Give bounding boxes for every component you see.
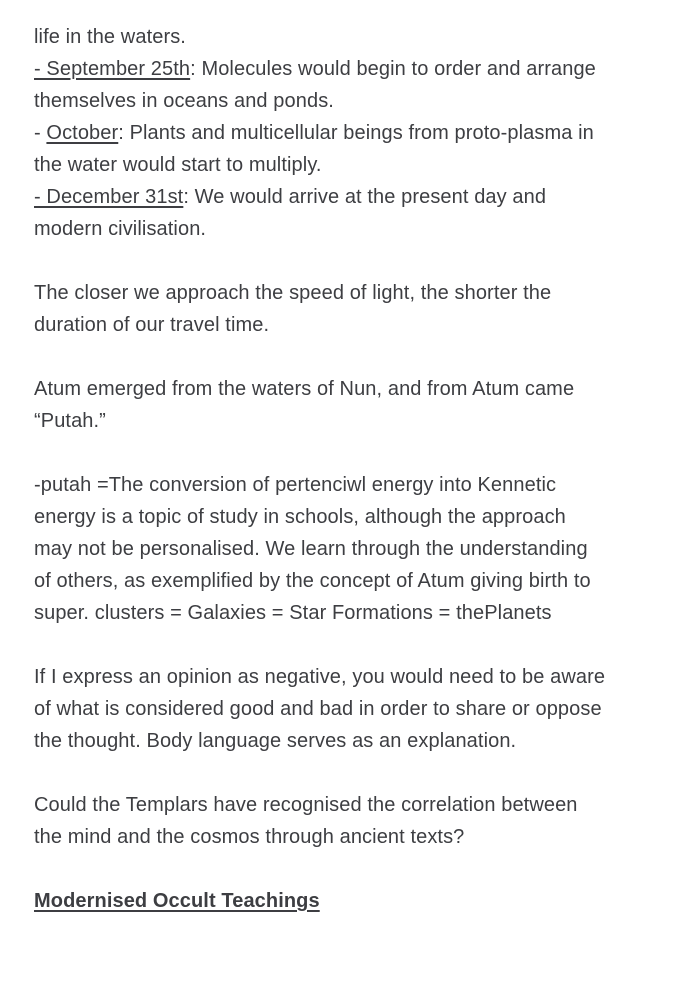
text-segment: super. clusters = Galaxies = Star Formations = thePlanets <box>34 602 552 624</box>
text-segment: themselves in oceans and ponds. <box>34 90 334 112</box>
text-line <box>34 885 665 917</box>
text-segment: the thought. Body language serves as an explanation. <box>34 730 517 752</box>
text-segment: life in the waters. <box>34 26 186 48</box>
text-segment: : Plants and multicellular beings from proto-plasma in <box>118 122 594 144</box>
text-segment: - <box>34 122 47 144</box>
text-segment: If I express an opinion as negative, you would need to be aware <box>34 666 606 688</box>
text-segment: the water would start to multiply. <box>34 154 322 176</box>
text-line <box>34 149 665 181</box>
text-segment: : Molecules would begin to order and arrange <box>190 58 596 80</box>
text-segment: The closer we approach the speed of light, the shorter the <box>34 282 552 304</box>
text-line <box>34 501 665 533</box>
date-label-october: October <box>46 122 119 144</box>
text-segment: of others, as exemplified by the concept of Atum giving birth to <box>34 570 591 592</box>
text-line <box>34 117 665 149</box>
text-segment: duration of our travel time. <box>34 314 270 336</box>
text-line <box>34 789 665 821</box>
paragraph-putah-definition <box>34 469 665 629</box>
text-segment: modern civilisation. <box>34 218 207 240</box>
text-segment: : We would arrive at the present day and <box>183 186 547 208</box>
paragraph-templars <box>34 789 665 853</box>
text-line <box>34 373 665 405</box>
paragraph-speed-of-light <box>34 277 665 341</box>
text-line <box>34 725 665 757</box>
text-line <box>34 181 665 213</box>
text-segment: may not be personalised. We learn through the understanding <box>34 538 588 560</box>
text-line <box>34 469 665 501</box>
section-heading-block <box>34 885 665 917</box>
text-line <box>34 21 665 53</box>
text-line <box>34 85 665 117</box>
section-heading: Modernised Occult Teachings <box>34 890 320 912</box>
text-segment: “Putah.” <box>34 410 106 432</box>
text-line <box>34 277 665 309</box>
text-line <box>34 53 665 85</box>
text-segment: Atum emerged from the waters of Nun, and from Atum came <box>34 378 575 400</box>
text-line <box>34 821 665 853</box>
text-segment: -putah =The conversion of pertenciwl energy into Kennetic <box>34 474 557 496</box>
text-line <box>34 565 665 597</box>
text-line <box>34 213 665 245</box>
text-line <box>34 597 665 629</box>
text-line <box>34 533 665 565</box>
paragraph-atum <box>34 373 665 437</box>
text-segment: energy is a topic of study in schools, although the approach <box>34 506 566 528</box>
text-line <box>34 661 665 693</box>
text-line <box>34 309 665 341</box>
text-segment: of what is considered good and bad in order to share or oppose <box>34 698 602 720</box>
date-label-december: - December 31st <box>34 186 184 208</box>
text-segment: the mind and the cosmos through ancient texts? <box>34 826 465 848</box>
text-segment: Could the Templars have recognised the correlation between <box>34 794 578 816</box>
text-line <box>34 405 665 437</box>
date-label-september: - September 25th <box>34 58 191 80</box>
paragraph-timeline <box>34 21 665 245</box>
paragraph-opinion <box>34 661 665 757</box>
text-line <box>34 693 665 725</box>
